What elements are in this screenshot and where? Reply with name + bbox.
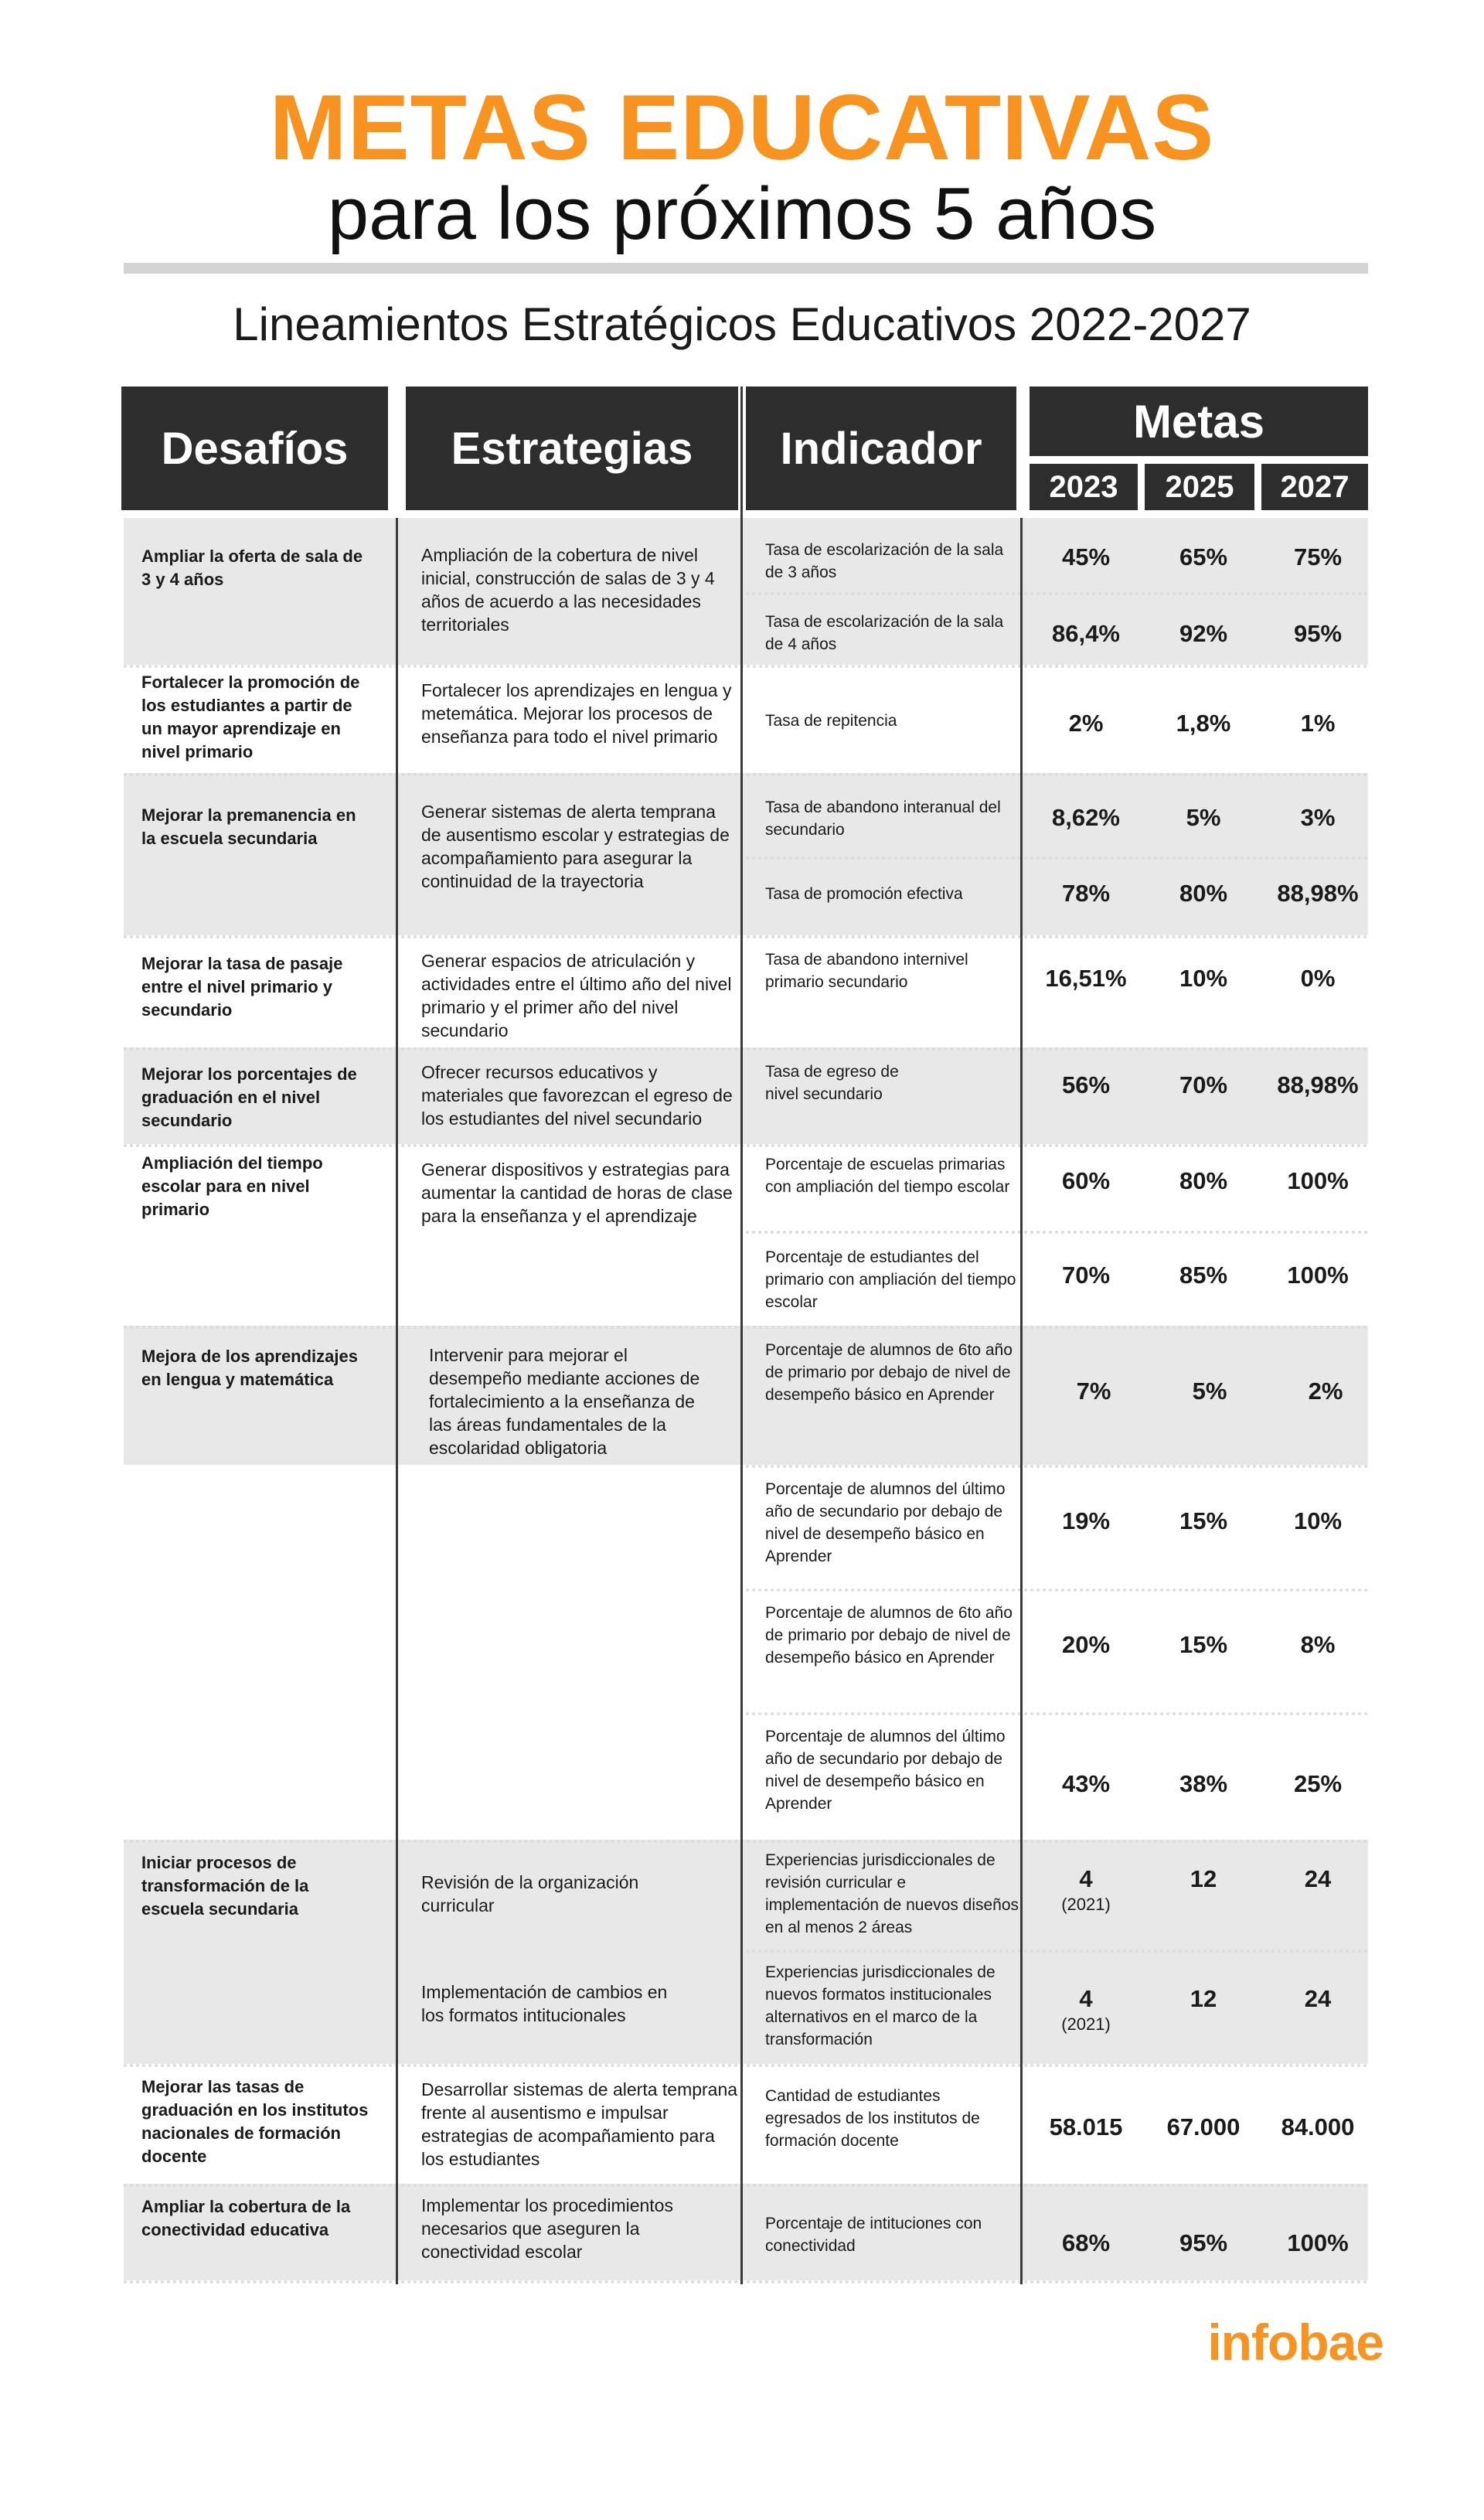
meta-2023: 45%: [1061, 543, 1111, 570]
indicador-cell: Experiencias jurisdiccionales de revisión curricular e implementación de nuevos diseños en al menos 2 áreas: [765, 1851, 1019, 1936]
meta-2027: 10%: [1293, 1507, 1343, 1534]
meta-2025: 65%: [1179, 543, 1228, 570]
indicador-cell: Porcentaje de alumnos del último año de secundario por debajo de nivel de desempeño básico en Aprender: [765, 1480, 1006, 1565]
desafio-cell: Mejorar los porcentajes de graduación en el nivel secundario: [141, 1064, 357, 1130]
desafio-cell: Ampliación del tiempo escolar para en nivel primario: [141, 1153, 323, 1219]
row-separator: [124, 935, 1368, 938]
indicador-cell: Porcentaje de alumnos de 6to año de primario por debajo de nivel de desempeño básico en Aprender: [765, 1341, 1013, 1404]
meta-2027: 100%: [1287, 1167, 1349, 1194]
meta-2027: 75%: [1293, 543, 1343, 570]
meta-2025: 70%: [1179, 1071, 1228, 1098]
meta-2023: 68%: [1061, 2229, 1111, 2256]
indicador-cell: Porcentaje de alumnos de 6to año de primario por debajo de nivel de desempeño básico en Aprender: [765, 1604, 1013, 1667]
row-separator: [124, 2280, 1368, 2283]
meta-2023: 56%: [1061, 1071, 1111, 1098]
meta-2025: 12: [1190, 1985, 1217, 2012]
meta-2027: 3%: [1300, 804, 1336, 831]
meta-2027: 0%: [1300, 965, 1336, 992]
divider: [124, 263, 1368, 274]
meta-2027: 1%: [1300, 710, 1336, 737]
estrategia-cell: Implementar los procedimientos necesarios que aseguren la conectividad escolar: [421, 2195, 673, 2262]
indicador-cell: Porcentaje de alumnos del último año de secundario por debajo de nivel de desempeño básico en Aprender: [765, 1728, 1006, 1813]
desafio-cell: Mejora de los aprendizajes en lengua y matemática: [141, 1347, 358, 1389]
indicador-cell: Tasa de escolarización de la sala de 3 años: [765, 541, 1004, 581]
row-separator: [124, 773, 1368, 776]
desafio-cell: Ampliar la cobertura de la conectividad educativa: [141, 2197, 351, 2239]
meta-2027: 24: [1304, 1865, 1332, 1892]
meta-2025: 80%: [1179, 880, 1228, 907]
meta-2025: 85%: [1179, 1262, 1228, 1289]
indicador-cell: Tasa de abandono interanual del secundario: [765, 799, 1001, 839]
row-separator: [746, 856, 1368, 860]
header-metas: Metas: [1030, 387, 1368, 456]
meta-2023: 78%: [1061, 880, 1111, 907]
page-subtitle: para los próximos 5 años: [327, 172, 1157, 255]
indicador-cell: Tasa de promoción efectiva: [765, 885, 963, 903]
estrategia-cell: Generar sistemas de alerta temprana de ausentismo escolar y estrategias de acompañamiento para asegurar la continuidad de la trayectoria: [421, 802, 730, 891]
meta-2023: 86,4%: [1052, 620, 1120, 647]
meta-note: (2021): [1061, 2014, 1111, 2034]
meta-2025: 5%: [1192, 1377, 1227, 1405]
meta-2023: 19%: [1061, 1507, 1111, 1534]
row-separator: [124, 1326, 1368, 1329]
desafio-cell: Mejorar la tasa de pasaje entre el nivel primario y secundario: [141, 954, 343, 1020]
indicador-cell: Tasa de repitencia: [765, 712, 897, 730]
meta-2023: 7%: [1076, 1377, 1111, 1405]
indicador-cell: Cantidad de estudiantes egresados de los institutos de formación docente: [765, 2087, 980, 2150]
estrategia-cell: Ofrecer recursos educativos y materiales que favorezcan el egreso de los estudiantes del nivel secundario: [421, 1062, 733, 1129]
header-year-2023: 2023: [1030, 464, 1138, 510]
desafio-cell: Fortalecer la promoción de los estudiantes a partir de un mayor aprendizaje en nivel primario: [141, 673, 360, 761]
meta-2025: 15%: [1179, 1507, 1228, 1534]
row-separator: [124, 1144, 1368, 1147]
meta-2027: 25%: [1293, 1770, 1343, 1797]
desafio-cell: Ampliar la oferta de sala de 3 y 4 años: [141, 547, 363, 589]
meta-2023: 8,62%: [1052, 804, 1120, 831]
meta-2025: 80%: [1179, 1167, 1228, 1194]
meta-value: 4: [1079, 1865, 1093, 1892]
meta-2027: 95%: [1293, 620, 1343, 647]
desafio-cell: Mejorar las tasas de graduación en los institutos nacionales de formación docente: [141, 2077, 369, 2166]
meta-2023: 2%: [1068, 710, 1104, 737]
row-separator: [746, 1712, 1368, 1715]
meta-2025: 92%: [1179, 620, 1228, 647]
meta-2027: 88,98%: [1277, 1071, 1359, 1098]
header-indicador: Indicador: [746, 387, 1016, 510]
meta-2027: 100%: [1287, 1262, 1349, 1289]
meta-2023: 60%: [1061, 1167, 1111, 1194]
header-desafios: Desafíos: [121, 387, 388, 510]
meta-2023: 20%: [1061, 1631, 1111, 1658]
row-separator: [746, 1231, 1368, 1234]
column-divider: [1020, 518, 1023, 2284]
meta-2027: 100%: [1287, 2229, 1349, 2256]
meta-2025: 15%: [1179, 1631, 1228, 1658]
indicador-cell: Experiencias jurisdiccionales de nuevos formatos institucionales alternativos en el marco de la transformación: [765, 1963, 996, 2048]
meta-2023: 58.015: [1049, 2113, 1123, 2140]
section-title: Lineamientos Estratégicos Educativos 2022-2027: [233, 298, 1251, 350]
row-separator: [124, 2184, 1368, 2187]
meta-2023: [1028, 1865, 1144, 1916]
row-separator: [124, 1840, 1368, 1843]
page-title: METAS EDUCATIVAS: [269, 76, 1215, 179]
meta-value: 4: [1079, 1985, 1093, 2012]
estrategia-cell: Generar dispositivos y estrategias para aumentar la cantidad de horas de clase para la enseñanza y el aprendizaje: [421, 1160, 733, 1226]
estrategia-cell: Generar espacios de atriculación y actividades entre el último año del nivel primario y el primer año del nivel secundario: [421, 951, 732, 1040]
meta-2023: 70%: [1061, 1262, 1111, 1289]
row-separator: [746, 592, 1368, 595]
estrategia-cell: Desarrollar sistemas de alerta temprana frente al ausentismo e impulsar estrategias de acompañamiento para los estudiantes: [421, 2079, 738, 2169]
header-year-2027: 2027: [1261, 464, 1368, 510]
meta-note: (2021): [1061, 1895, 1111, 1914]
indicador-cell: Tasa de egreso de nivel secundario: [765, 1063, 899, 1103]
meta-2025: 67.000: [1166, 2113, 1241, 2140]
estrategia-cell: Ampliación de la cobertura de nivel inicial, construcción de salas de 3 y 4 años de acuerdo a las necesidades territoriales: [421, 545, 715, 635]
column-divider: [740, 387, 743, 2284]
indicador-cell: Porcentaje de estudiantes del primario con ampliación del tiempo escolar: [765, 1248, 1016, 1311]
brand-logo: infobae: [1207, 2314, 1384, 2371]
meta-2025: 12: [1190, 1865, 1217, 1892]
meta-2025: 10%: [1179, 965, 1228, 992]
meta-2023: [1028, 1985, 1144, 2036]
row-separator: [746, 1950, 1368, 1953]
row-separator: [124, 1047, 1368, 1051]
meta-2023: 16,51%: [1045, 965, 1127, 992]
meta-2027: 84.000: [1281, 2113, 1355, 2140]
meta-2025: 38%: [1179, 1770, 1228, 1797]
meta-2023: 43%: [1061, 1770, 1111, 1797]
indicador-cell: Tasa de abandono internivel primario secundario: [765, 951, 968, 991]
indicador-cell: Porcentaje de intituciones con conectividad: [765, 2215, 982, 2255]
meta-2027: 24: [1304, 1985, 1332, 2012]
header-year-2025: 2025: [1145, 464, 1254, 510]
row-separator: [746, 1589, 1368, 1592]
estrategia-cell: Intervenir para mejorar el desempeño mediante acciones de fortalecimiento a la enseñanza de las áreas fundamentales de la escolaridad obligatoria: [429, 1345, 700, 1458]
meta-2025: 95%: [1179, 2229, 1228, 2256]
row-separator: [124, 2064, 1368, 2067]
indicador-cell: Porcentaje de escuelas primarias con ampliación del tiempo escolar: [765, 1156, 1010, 1196]
meta-2027: 88,98%: [1277, 880, 1359, 907]
row-separator: [124, 665, 1368, 668]
estrategia-cell: Fortalecer los aprendizajes en lengua y metemática. Mejorar los procesos de enseñanza para todo el nivel primario: [421, 680, 732, 747]
meta-2027: 8%: [1300, 1631, 1336, 1658]
meta-2027: 2%: [1308, 1377, 1343, 1405]
indicador-cell: Tasa de escolarización de la sala de 4 años: [765, 613, 1004, 653]
meta-2025: 5%: [1186, 804, 1221, 831]
row-band: [124, 773, 1368, 935]
desafio-cell: Iniciar procesos de transformación de la escuela secundaria: [141, 1853, 309, 1919]
header-estrategias: Estrategias: [406, 387, 738, 510]
column-divider: [396, 518, 398, 2284]
desafio-cell: Mejorar la premanencia en la escuela secundaria: [141, 805, 356, 848]
row-separator: [746, 1465, 1368, 1468]
estrategia-cell: Implementación de cambios en los formatos intitucionales: [421, 1982, 668, 2025]
meta-2025: 1,8%: [1176, 710, 1231, 737]
estrategia-cell: Revisión de la organización curricular: [421, 1872, 639, 1916]
